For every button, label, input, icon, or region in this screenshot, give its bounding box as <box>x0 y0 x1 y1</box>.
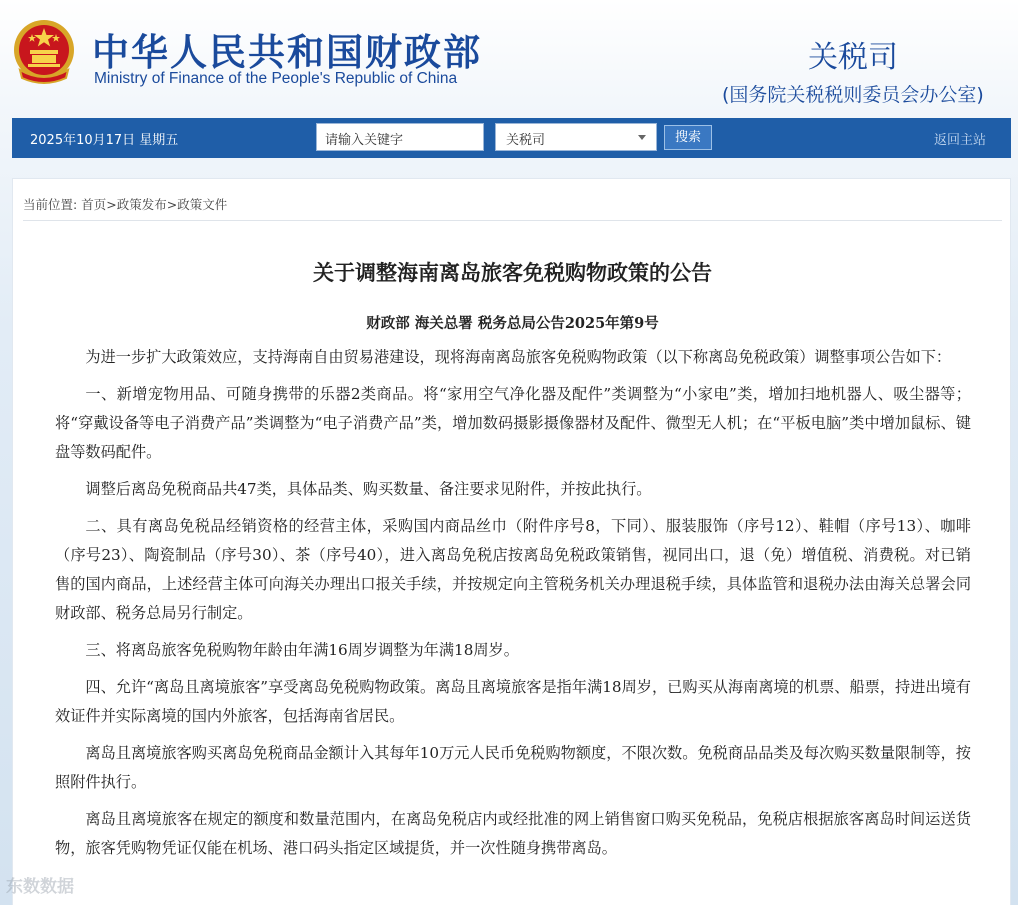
back-home-link[interactable]: 返回主站 <box>934 133 987 148</box>
national-emblem-icon[interactable] <box>12 18 76 86</box>
department-subtitle: (国务院关税税则委员会办公室) <box>722 84 984 106</box>
site-title-cn[interactable]: 中华人民共和国财政部 <box>92 30 482 74</box>
breadcrumb-separator: > <box>106 197 117 212</box>
search-button[interactable]: 搜索 <box>664 125 712 150</box>
article-panel <box>12 178 1011 905</box>
breadcrumb-item-policy-docs[interactable]: 政策文件 <box>177 197 228 212</box>
article-body <box>55 343 971 871</box>
watermark: 东数数据 <box>6 877 74 897</box>
article-paragraph: 三、将离岛旅客免税购物年龄由年满16周岁调整为年满18周岁。 <box>85 641 519 659</box>
article-paragraph: 一、新增宠物用品、可随身携带的乐器2类商品。将“家用空气净化器及配件”类调整为“小家电”类，增加扫地机器人、吸尘器等；将“穿戴设备等电子消费产品”类调整为“电子消费产品”类，增加数码摄影摄像器材及配件、微型无人机；在“平板电脑”类中增加鼠标、键盘等数码配件。 <box>55 385 971 461</box>
document-number: 财政部 海关总署 税务总局公告2025年第9号 <box>366 315 659 332</box>
breadcrumb-item-policy-release[interactable]: 政策发布 <box>116 197 167 212</box>
site-title-en[interactable]: Ministry of Finance of the People's Republic of China <box>94 70 458 87</box>
article-paragraph: 离岛且离境旅客在规定的额度和数量范围内，在离岛免税店内或经批准的网上销售窗口购买免税品，免税店根据旅客离岛时间运送货物，旅客凭购物凭证仅能在机场、港口码头指定区域提货，并一次性随身携带离岛。 <box>55 810 971 857</box>
breadcrumb <box>23 179 1002 221</box>
breadcrumb-separator: > <box>166 197 178 212</box>
department-name: 关税司 <box>808 40 898 75</box>
site-header <box>0 0 1018 118</box>
search-scope-value: 关税司 <box>506 133 546 148</box>
current-date: 2025年10月17日 星期五 <box>30 133 179 148</box>
article-paragraph: 调整后离岛免税商品共47类，具体品类、购买数量、备注要求见附件，并按此执行。 <box>85 480 652 498</box>
breadcrumb-label: 当前位置: <box>23 197 78 212</box>
article-paragraph: 四、允许“离岛且离境旅客”享受离岛免税购物政策。离岛且离境旅客是指年满18周岁，已购买从海南离境的机票、船票，持进出境有效证件并实际离境的国内外旅客，包括海南省居民。 <box>55 678 971 725</box>
breadcrumb-item-home[interactable]: 首页 <box>81 197 107 212</box>
search-scope-select[interactable] <box>495 123 657 151</box>
search-input[interactable]: 请输入关键字 <box>316 123 484 151</box>
article-paragraph: 二、具有离岛免税品经销资格的经营主体，采购国内商品丝巾（附件序号8，下同）、服装服饰（序号12）、鞋帽（序号13）、咖啡（序号23）、陶瓷制品（序号30）、茶（序号40），进入离岛免税店按离岛免税政策销售，视同出口，退（免）增值税、消费税。对已销售的国内商品，上述经营主体可向海关办理出口报关手续，并按规定向主管税务机关办理退税手续，具体监管和退税办法由海关总署会同财政部、税务总局另行制定。 <box>55 517 971 622</box>
chevron-down-icon <box>638 135 646 140</box>
article-title: 关于调整海南离岛旅客免税购物政策的公告 <box>313 260 712 285</box>
search-navbar <box>12 118 1011 158</box>
article-paragraph: 离岛且离境旅客购买离岛免税商品金额计入其每年10万元人民币免税购物额度，不限次数。免税商品品类及每次购买数量限制等，按照附件执行。 <box>55 744 971 791</box>
article-paragraph: 为进一步扩大政策效应，支持海南自由贸易港建设，现将海南离岛旅客免税购物政策（以下称离岛免税政策）调整事项公告如下： <box>85 348 952 366</box>
